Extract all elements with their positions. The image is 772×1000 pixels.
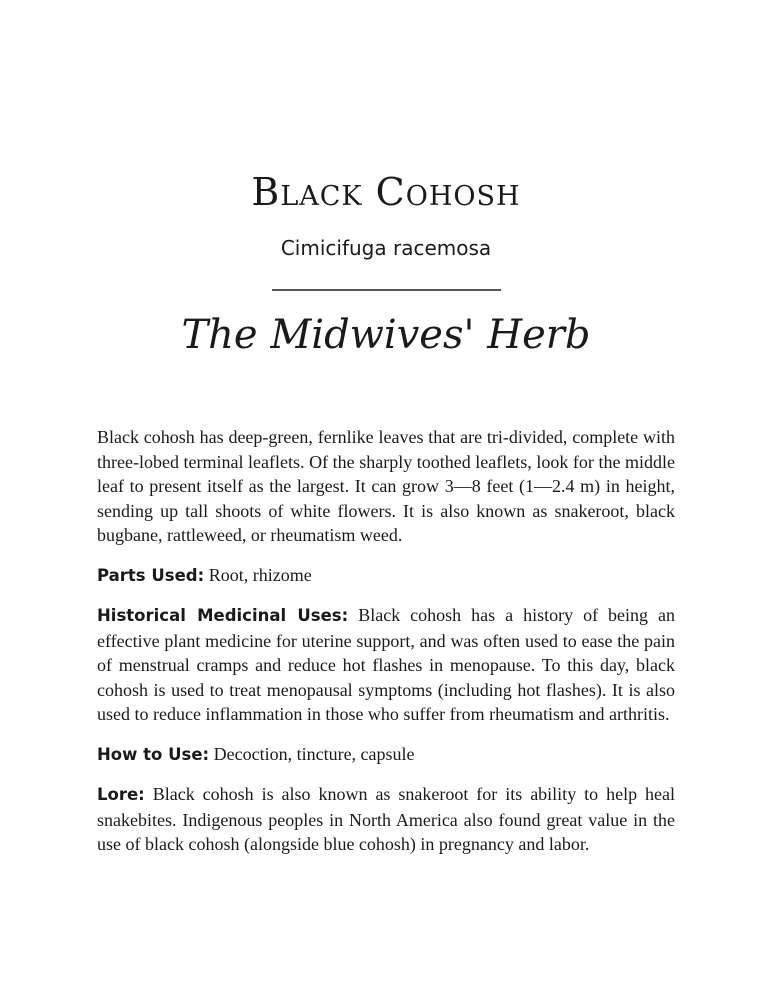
divider-rule — [272, 289, 501, 291]
how-to-use-paragraph — [97, 742, 675, 768]
page-title: Black Cohosh — [251, 170, 521, 214]
lore-text: Black cohosh is also known as snakeroot for its ability to help heal snakebites. Indigenous peoples in North America also found great value in the use of black cohosh (alongside blue cohosh) in pregnancy and labor. — [97, 784, 675, 854]
latin-name: Cimicifuga racemosa — [280, 236, 492, 260]
how-to-use-text: Decoction, tincture, capsule — [213, 743, 415, 764]
historical-uses-paragraph — [97, 603, 675, 727]
body-text — [97, 425, 675, 872]
parts-used-text: Root, rhizome — [208, 564, 312, 585]
historical-uses-text: Black cohosh has a history of being an effective plant medicine for uterine support, and was often used to ease the pain of menstrual cramps and reduce hot flashes in menopause. To this day, black cohosh is used to treat menopausal symptoms (including hot flashes). It is also used to reduce inflammation in those who suffer from rheumatism and arthritis. — [97, 605, 676, 724]
lore-paragraph — [97, 782, 675, 857]
description-paragraph: Black cohosh has deep-green, fernlike leaves that are tri-divided, complete with three-lobed terminal leaflets. Of the sharply toothed leaflets, look for the middle leaf to present itself as the largest. It can grow 3—8 feet (1—2.4 m) in height, sending up tall shoots of white flowers. It is also known as snakeroot, black bugbane, rattleweed, or rheumatism weed. — [97, 427, 675, 545]
historical-uses-label: Historical Medicinal Uses: — [97, 606, 349, 625]
how-to-use-label: How to Use: — [97, 744, 210, 764]
lore-label: Lore: — [97, 785, 145, 804]
parts-used-paragraph — [97, 563, 675, 589]
tagline: The Midwives' Herb — [181, 312, 591, 358]
parts-used-label: Parts Used: — [97, 565, 205, 585]
